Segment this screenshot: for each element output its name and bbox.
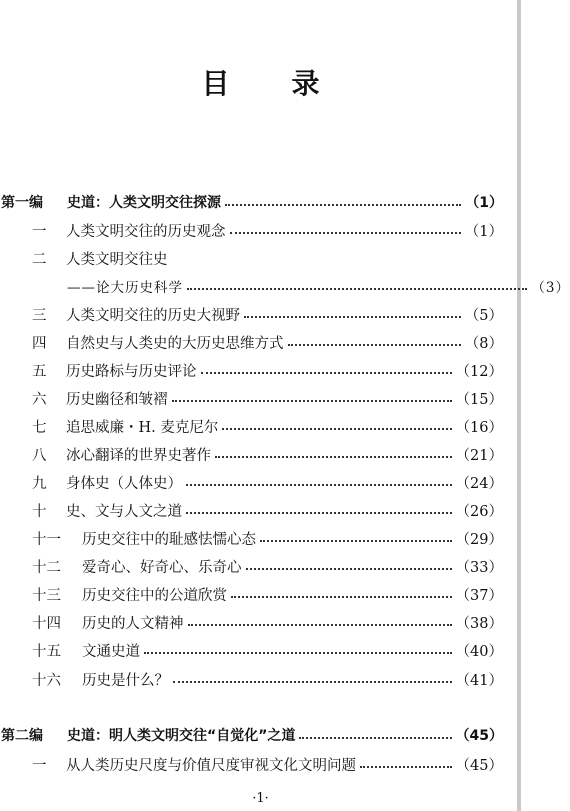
- chapter-title: 历史幽径和皱褶: [66, 391, 168, 408]
- dot-leader: [260, 526, 452, 542]
- chapter-number: 九: [32, 475, 47, 492]
- chapter-number: 三: [32, 307, 47, 324]
- toc-chapter-10[interactable]: [0, 498, 503, 522]
- dot-leader: [231, 582, 452, 598]
- toc-chapter-8[interactable]: [0, 442, 503, 466]
- chapter-title: 人类文明交往的历史观念: [66, 223, 226, 240]
- page-ref: （15）: [455, 391, 503, 408]
- page-ref: （29）: [455, 531, 503, 548]
- toc-chapter-6[interactable]: [0, 386, 503, 410]
- toc-chapter-3[interactable]: [0, 302, 503, 326]
- dot-leader: [186, 470, 452, 486]
- dot-leader: [187, 274, 527, 290]
- chapter-subtitle: ——论大历史科学: [67, 280, 183, 296]
- dot-leader: [186, 498, 452, 514]
- page-ref: （40）: [455, 643, 503, 660]
- toc-part-2-chapter-1[interactable]: [0, 752, 503, 776]
- chapter-title: 爱奇心、好奇心、乐奇心: [82, 559, 242, 576]
- chapter-number: 五: [32, 363, 47, 380]
- chapter-number: 一: [32, 223, 47, 240]
- chapter-number: 十五: [32, 643, 61, 660]
- chapter-number: 六: [32, 391, 47, 408]
- dot-leader: [173, 667, 452, 683]
- chapter-title: 人类文明交往的历史大视野: [66, 307, 240, 324]
- chapter-title: 历史路标与历史评论: [66, 363, 197, 380]
- page-ref: （38）: [455, 615, 503, 632]
- page-ref: （37）: [455, 587, 503, 604]
- chapter-number: 一: [32, 757, 47, 774]
- chapter-title: 历史交往中的公道欣赏: [82, 587, 227, 604]
- page-ref: （26）: [455, 503, 503, 520]
- toc-chapter-9[interactable]: [0, 470, 503, 494]
- toc-chapter-15[interactable]: [0, 638, 503, 662]
- chapter-title: 人类文明交往史: [66, 251, 168, 268]
- chapter-title: 历史交往中的耻感怯懦心态: [82, 531, 256, 548]
- dot-leader: [230, 218, 461, 234]
- page-ref: （33）: [455, 559, 503, 576]
- toc-chapter-4[interactable]: [0, 330, 503, 354]
- chapter-number: 二: [32, 251, 47, 268]
- chapter-number: 十一: [32, 531, 61, 548]
- chapter-title: 文通史道: [82, 643, 140, 660]
- toc-chapter-2[interactable]: [0, 246, 503, 270]
- dot-leader: [360, 752, 452, 768]
- dot-leader: [225, 190, 461, 206]
- chapter-title: 自然史与人类史的大历史思维方式: [66, 335, 284, 352]
- part-number: 第二编: [1, 728, 43, 744]
- chapter-number: 十四: [32, 615, 61, 632]
- page-ref: （21）: [455, 447, 503, 464]
- chapter-title: 历史的人文精神: [82, 615, 184, 632]
- page-ref: （45）: [455, 728, 503, 744]
- page-ref: （12）: [455, 363, 503, 380]
- dot-leader: [172, 386, 452, 402]
- toc-chapter-13[interactable]: [0, 582, 503, 606]
- page-ref: （45）: [455, 757, 503, 774]
- dot-leader: [299, 723, 451, 739]
- chapter-number: 八: [32, 447, 47, 464]
- page-ref: （24）: [455, 475, 503, 492]
- page-ref: （8）: [464, 335, 503, 352]
- chapter-number: 十三: [32, 587, 61, 604]
- page-number: ·1·: [252, 791, 269, 806]
- title-char-right: 录: [291, 67, 320, 100]
- dot-leader: [222, 414, 451, 430]
- toc-chapter-2-subtitle[interactable]: [0, 274, 570, 298]
- toc-part-1[interactable]: [0, 190, 503, 214]
- dot-leader: [246, 554, 452, 570]
- toc-chapter-5[interactable]: [0, 358, 503, 382]
- toc-part-2[interactable]: [0, 723, 503, 747]
- chapter-title: 史、文与人文之道: [66, 503, 182, 520]
- toc-chapter-7[interactable]: [0, 414, 503, 438]
- chapter-number: 四: [32, 335, 47, 352]
- page-ref: （1）: [465, 195, 503, 211]
- chapter-title: 历史是什么？: [82, 672, 169, 689]
- chapter-number: 七: [32, 419, 47, 436]
- page-ref: （5）: [464, 307, 503, 324]
- toc-chapter-11[interactable]: [0, 526, 503, 550]
- chapter-title: 身体史（人体史）: [66, 475, 182, 492]
- chapter-title: 冰心翻译的世界史著作: [66, 447, 211, 464]
- part-title: 史道：明人类文明交往“自觉化”之道: [67, 728, 296, 744]
- dot-leader: [144, 638, 452, 654]
- dot-leader: [244, 302, 461, 318]
- dot-leader: [201, 358, 452, 374]
- chapter-number: 十二: [32, 559, 61, 576]
- page-ref: （1）: [464, 223, 503, 240]
- toc-chapter-1[interactable]: [0, 218, 503, 242]
- page-title: [0, 62, 521, 102]
- chapter-number: 十六: [32, 672, 61, 689]
- page-edge: [517, 0, 521, 811]
- dot-leader: [288, 330, 461, 346]
- toc-chapter-12[interactable]: [0, 554, 503, 578]
- title-char-left: 目: [201, 67, 230, 100]
- chapter-title: 追思威廉・H. 麦克尼尔: [66, 419, 219, 436]
- part-title: 史道：人类文明交往探源: [67, 195, 221, 211]
- toc-chapter-14[interactable]: [0, 610, 503, 634]
- chapter-number: 十: [32, 503, 47, 520]
- part-number: 第一编: [1, 195, 43, 211]
- page-ref: （16）: [455, 419, 503, 436]
- dot-leader: [215, 442, 452, 458]
- chapter-title: 从人类历史尺度与价值尺度审视文化文明问题: [66, 757, 356, 774]
- dot-leader: [188, 610, 452, 626]
- toc-chapter-16[interactable]: [0, 667, 503, 691]
- page-ref: （41）: [455, 672, 503, 689]
- page-ref: （3）: [531, 280, 570, 296]
